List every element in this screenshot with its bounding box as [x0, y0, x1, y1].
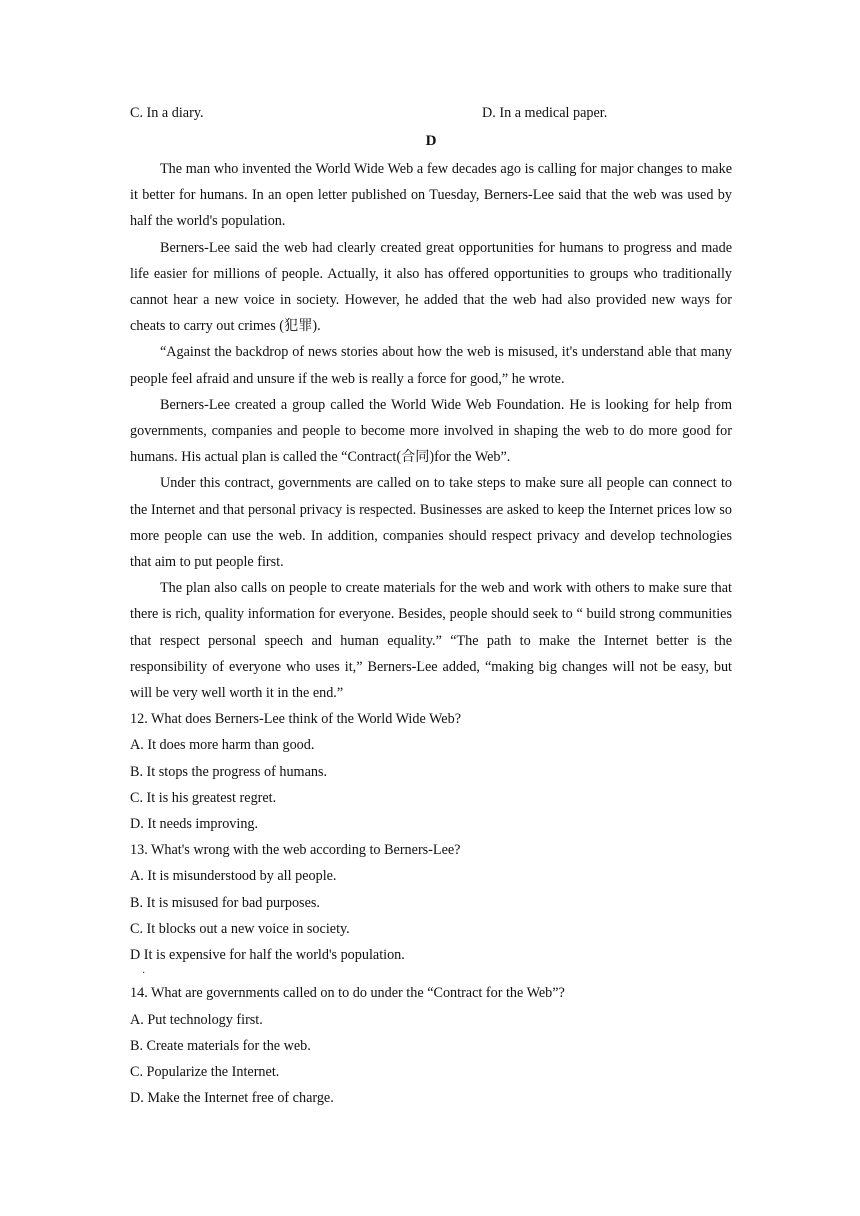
- previous-question-options: [130, 100, 732, 126]
- stray-dot-mark: ·: [142, 968, 146, 979]
- passage-paragraph-3: “Against the backdrop of news stories about how the web is misused, it's understand able that many people feel afraid and unsure if the web is really a force for good,” he wrote.: [130, 344, 732, 387]
- question-14: [130, 980, 732, 1111]
- choice-a: A. It is misunderstood by all people.: [130, 868, 337, 885]
- choice-a: A. Put technology first.: [130, 1011, 263, 1028]
- question-stem: 14. What are governments called on to do under the “Contract for the Web”?: [130, 985, 565, 1002]
- passage-paragraph-4: Berners-Lee created a group called the World Wide Web Foundation. He is looking for help from governments, companies and people to become more involved in shaping the web to do more good for humans. His actual plan is called the “Contract(合同)for the Web”.: [130, 396, 732, 466]
- option-d: D. In a medical paper.: [482, 105, 608, 121]
- question-13: [130, 837, 732, 968]
- choice-a: A. It does more harm than good.: [130, 737, 315, 754]
- question-stem: 12. What does Berners-Lee think of the World Wide Web?: [130, 711, 461, 728]
- choice-c: C. Popularize the Internet.: [130, 1063, 280, 1080]
- choice-d: D. Make the Internet free of charge.: [130, 1090, 334, 1107]
- choice-d: D. It needs improving.: [130, 816, 259, 833]
- document-page: [130, 100, 732, 1111]
- option-c: C. In a diary.: [130, 105, 204, 121]
- question-stem: 13. What's wrong with the web according to Berners-Lee?: [130, 842, 461, 859]
- choice-c: C. It is his greatest regret.: [130, 789, 277, 806]
- passage-paragraph-2: Berners-Lee said the web had clearly created great opportunities for humans to progress and made life easier for millions of people. Actually, it also has offered opportunities to groups who traditionally cannot hear a new voice in society. However, he added that the web had also provided new ways for cheats to carry out crimes (犯罪).: [130, 239, 732, 335]
- passage-paragraph-1: The man who invented the World Wide Web a few decades ago is calling for major changes to make it better for humans. In an open letter published on Tuesday, Berners-Lee said that the web was used by half the world's population.: [130, 161, 732, 230]
- section-title: D: [425, 133, 437, 149]
- passage-paragraph-5: Under this contract, governments are called on to take steps to make sure all people can connect to the Internet and that personal privacy is respected. Businesses are asked to keep the Internet prices low so more people can use the web. In addition, companies should respect privacy and develop technologies that aim to put people first.: [130, 475, 732, 571]
- choice-b: B. Create materials for the web.: [130, 1037, 311, 1054]
- choice-b: B. It is misused for bad purposes.: [130, 894, 320, 911]
- choice-c: C. It blocks out a new voice in society.: [130, 920, 350, 937]
- question-12: [130, 706, 732, 837]
- choice-d: D It is expensive for half the world's population.: [130, 947, 405, 964]
- choice-b: B. It stops the progress of humans.: [130, 763, 328, 780]
- passage-paragraph-6: The plan also calls on people to create materials for the web and work with others to make sure that there is rich, quality information for everyone. Besides, people should seek to “ build strong communities that respect personal speech and human equality.” “The path to make the Internet better is the responsibility of everyone who uses it,” Berners-Lee added, “making big changes will not be easy, but will be very well worth it in the end.”: [130, 580, 732, 702]
